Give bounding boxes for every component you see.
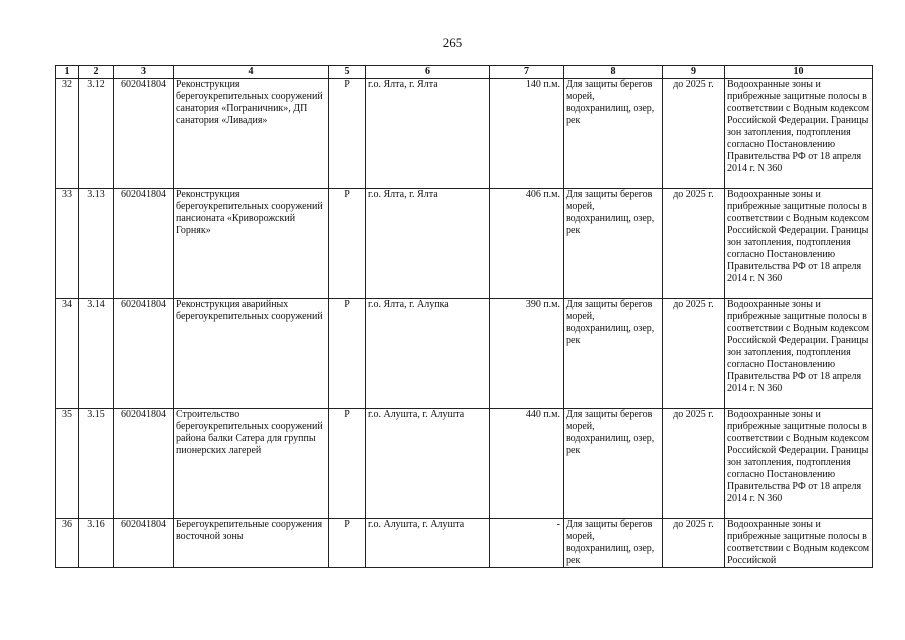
item-code: 3.16: [79, 519, 114, 568]
object-purpose: Для защиты берегов морей, водохранилищ, озер, рек: [564, 189, 663, 299]
col-header-5: 5: [329, 66, 366, 79]
object-status: Р: [329, 409, 366, 519]
object-deadline: до 2025 г.: [663, 79, 725, 189]
object-deadline: до 2025 г.: [663, 299, 725, 409]
classifier-code: 602041804: [114, 519, 174, 568]
row-number: 33: [56, 189, 79, 299]
object-status: Р: [329, 79, 366, 189]
col-header-3: 3: [114, 66, 174, 79]
classifier-code: 602041804: [114, 189, 174, 299]
item-code: 3.14: [79, 299, 114, 409]
object-purpose: Для защиты берегов морей, водохранилищ, озер, рек: [564, 299, 663, 409]
object-location: г.о. Ялта, г. Ялта: [366, 189, 490, 299]
item-code: 3.13: [79, 189, 114, 299]
object-name: Реконструкция берегоукрепительных сооружений пансионата «Криворожский Горняк»: [174, 189, 329, 299]
object-zones: Водоохранные зоны и прибрежные защитные полосы в соответствии с Водным кодексом Российской: [725, 519, 873, 568]
header-row: [56, 66, 873, 79]
row-number: 34: [56, 299, 79, 409]
object-deadline: до 2025 г.: [663, 519, 725, 568]
object-location: г.о. Ялта, г. Алупка: [366, 299, 490, 409]
object-zones: Водоохранные зоны и прибрежные защитные полосы в соответствии с Водным кодексом Российской Федерации. Границы зон затопления, подтопления согласно Постановлению Правительства РФ от 18 апреля 2014 г. N 360: [725, 79, 873, 189]
col-header-10: 10: [725, 66, 873, 79]
col-header-1: 1: [56, 66, 79, 79]
table-row: [56, 189, 873, 299]
item-code: 3.15: [79, 409, 114, 519]
object-name: Реконструкция аварийных берегоукрепительных сооружений: [174, 299, 329, 409]
object-location: г.о. Ялта, г. Ялта: [366, 79, 490, 189]
classifier-code: 602041804: [114, 409, 174, 519]
col-header-7: 7: [490, 66, 564, 79]
object-length: -: [490, 519, 564, 568]
col-header-9: 9: [663, 66, 725, 79]
object-status: Р: [329, 299, 366, 409]
object-purpose: Для защиты берегов морей, водохранилищ, озер, рек: [564, 519, 663, 568]
object-deadline: до 2025 г.: [663, 409, 725, 519]
object-deadline: до 2025 г.: [663, 189, 725, 299]
row-number: 35: [56, 409, 79, 519]
object-location: г.о. Алушта, г. Алушта: [366, 519, 490, 568]
classifier-code: 602041804: [114, 79, 174, 189]
register-table: [55, 65, 873, 568]
table-row: [56, 409, 873, 519]
object-zones: Водоохранные зоны и прибрежные защитные полосы в соответствии с Водным кодексом Российской Федерации. Границы зон затопления, подтопления согласно Постановлению Правительства РФ от 18 апреля 2014 г. N 360: [725, 409, 873, 519]
classifier-code: 602041804: [114, 299, 174, 409]
object-zones: Водоохранные зоны и прибрежные защитные полосы в соответствии с Водным кодексом Российской Федерации. Границы зон затопления, подтопления согласно Постановлению Правительства РФ от 18 апреля 2014 г. N 360: [725, 189, 873, 299]
col-header-4: 4: [174, 66, 329, 79]
object-zones: Водоохранные зоны и прибрежные защитные полосы в соответствии с Водным кодексом Российской Федерации. Границы зон затопления, подтопления согласно Постановлению Правительства РФ от 18 апреля 2014 г. N 360: [725, 299, 873, 409]
object-length: 140 п.м.: [490, 79, 564, 189]
item-code: 3.12: [79, 79, 114, 189]
col-header-8: 8: [564, 66, 663, 79]
object-purpose: Для защиты берегов морей, водохранилищ, озер, рек: [564, 79, 663, 189]
page-number: 265: [442, 35, 463, 50]
object-location: г.о. Алушта, г. Алушта: [366, 409, 490, 519]
col-header-6: 6: [366, 66, 490, 79]
row-number: 36: [56, 519, 79, 568]
object-name: Реконструкция берегоукрепительных сооружений санатория «Пограничник», ДП санатория «Ливадия»: [174, 79, 329, 189]
object-length: 440 п.м.: [490, 409, 564, 519]
object-status: Р: [329, 519, 366, 568]
table-row: [56, 519, 873, 568]
table-row: [56, 79, 873, 189]
object-name: Строительство берегоукрепительных сооружений района балки Сатера для группы пионерских лагерей: [174, 409, 329, 519]
object-status: Р: [329, 189, 366, 299]
row-number: 32: [56, 79, 79, 189]
object-name: Берегоукрепительные сооружения восточной зоны: [174, 519, 329, 568]
object-length: 390 п.м.: [490, 299, 564, 409]
object-purpose: Для защиты берегов морей, водохранилищ, озер, рек: [564, 409, 663, 519]
table-row: [56, 299, 873, 409]
object-length: 406 п.м.: [490, 189, 564, 299]
col-header-2: 2: [79, 66, 114, 79]
